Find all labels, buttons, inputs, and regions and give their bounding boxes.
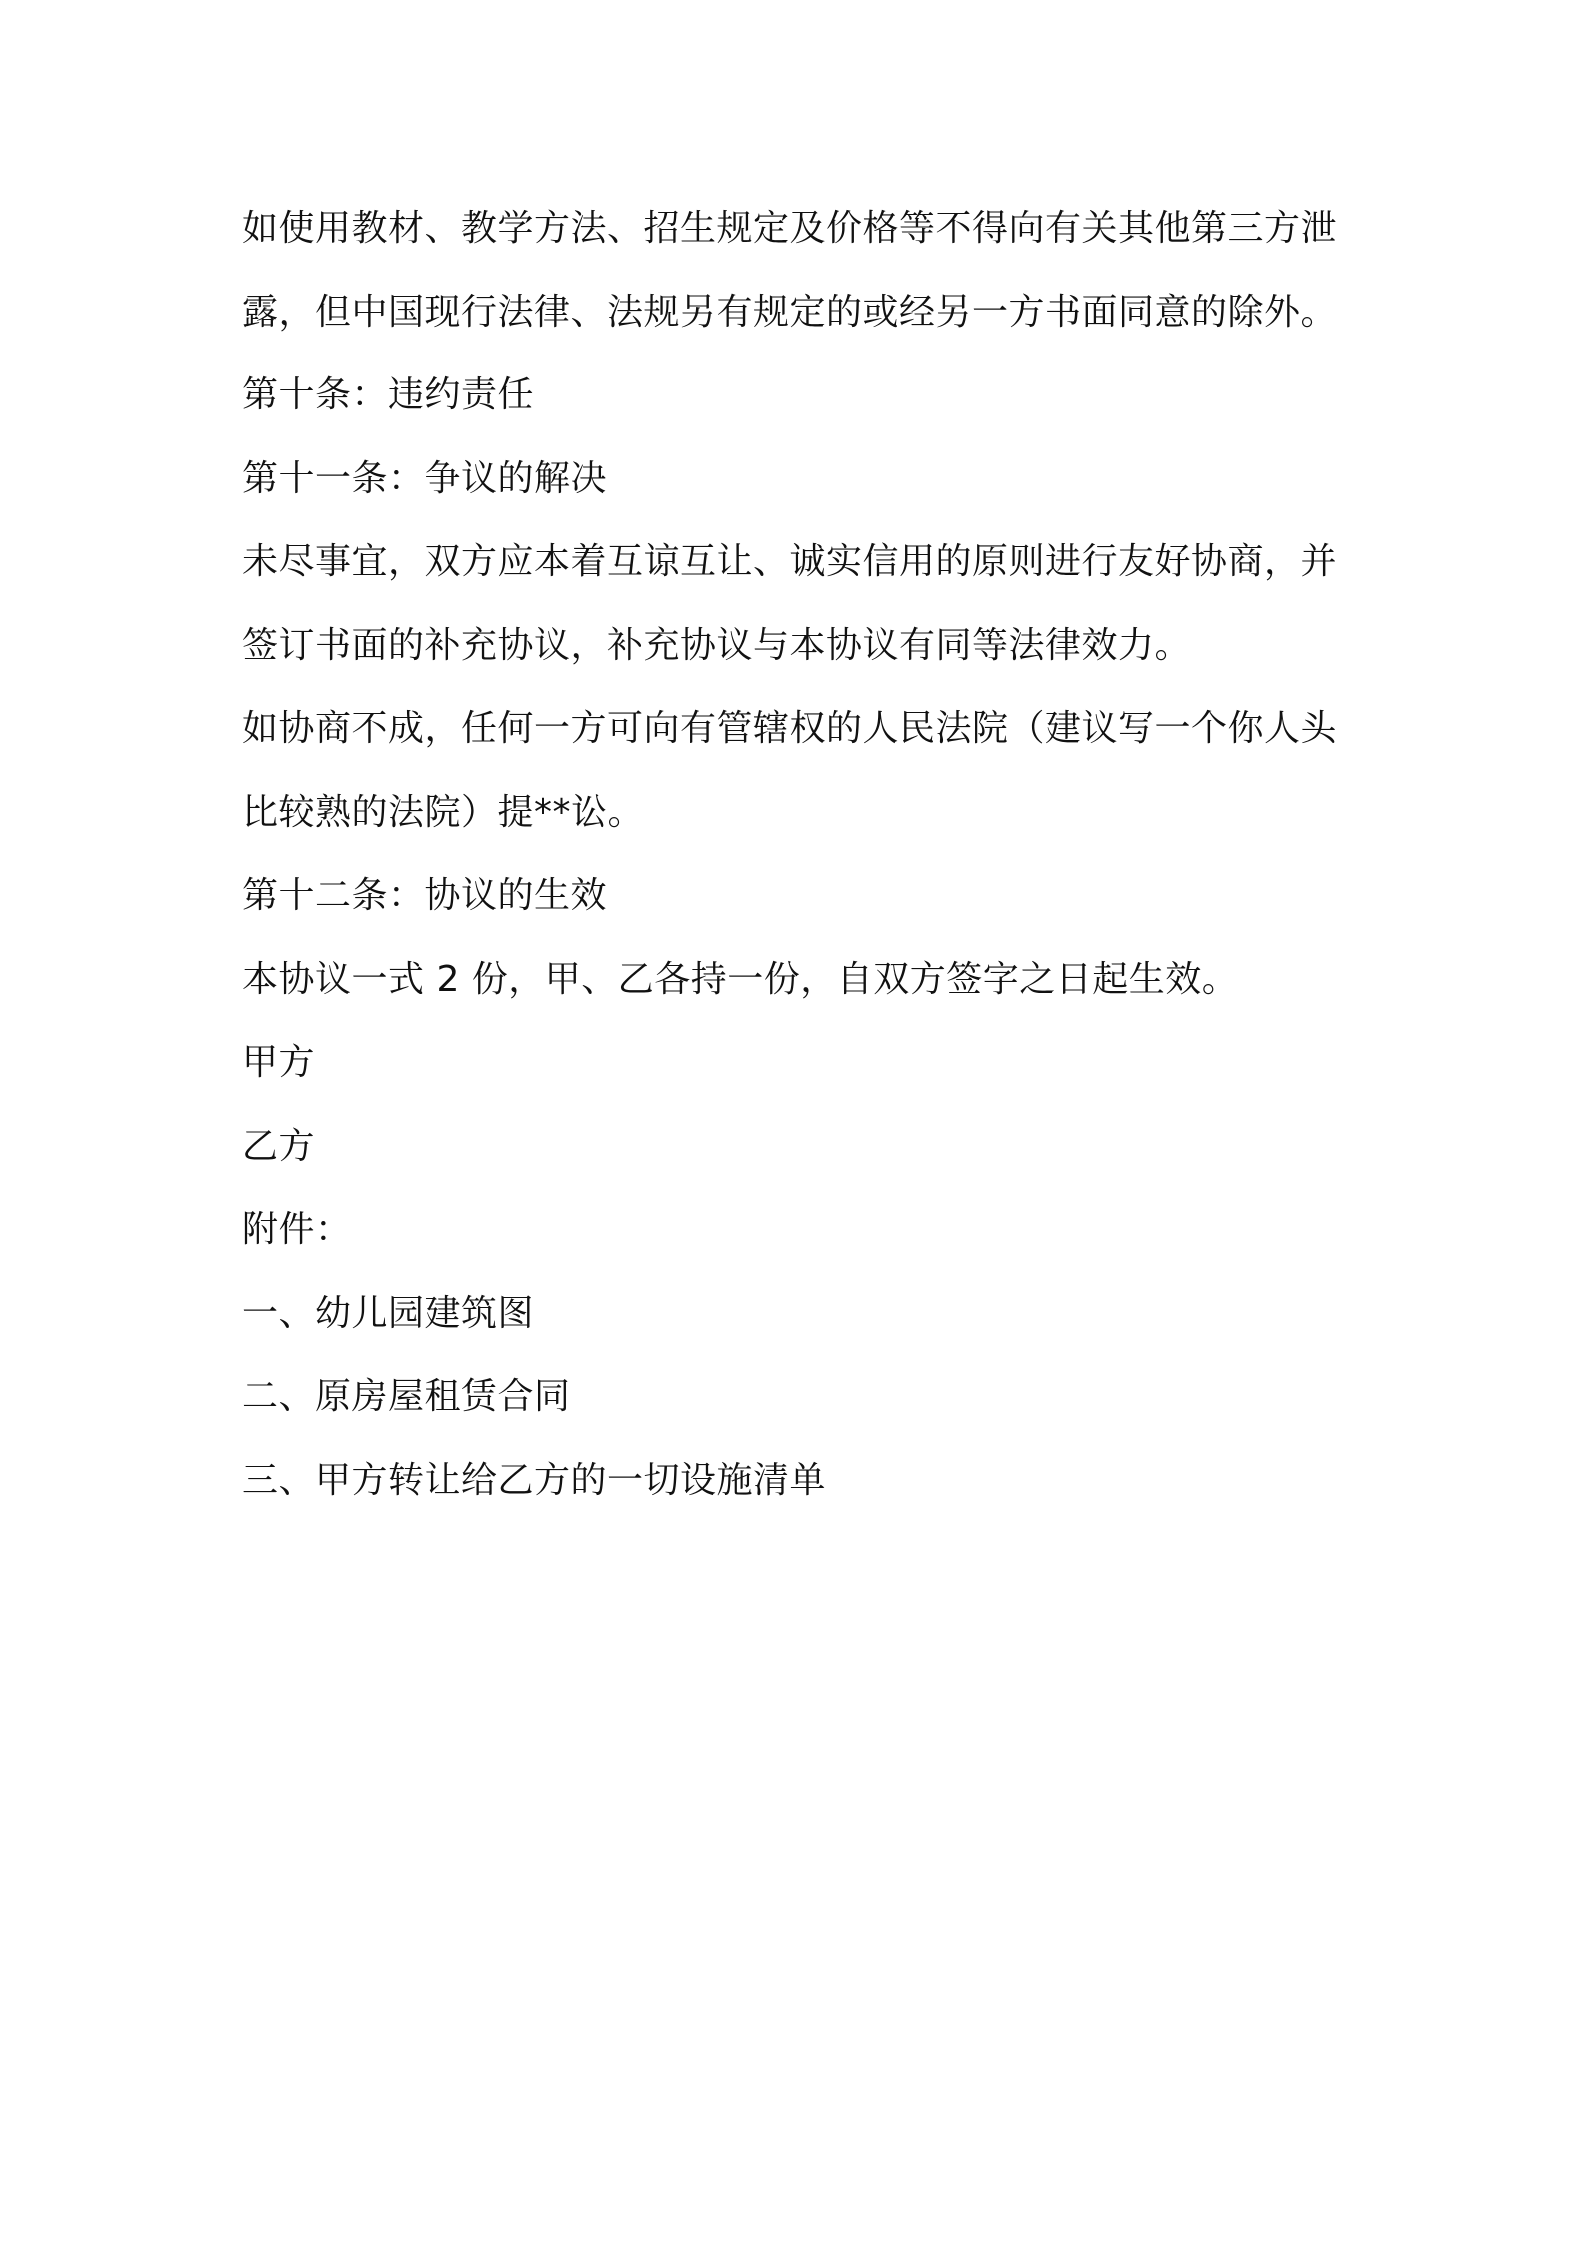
attachments-heading: 附件：: [242, 1209, 352, 1250]
litigation-paragraph-line-1: 如协商不成，任何一方可向有管辖权的人民法院（建议写一个你人头: [242, 708, 1338, 749]
article-12-heading: 第十二条：协议的生效: [242, 875, 608, 916]
negotiation-paragraph-line-1: 未尽事宜，双方应本着互谅互让、诚实信用的原则进行友好协商，并: [242, 541, 1338, 582]
party-b-label: 乙方: [242, 1126, 316, 1167]
attachment-item-3: 三、甲方转让给乙方的一切设施清单: [242, 1460, 827, 1501]
confidentiality-paragraph-line-2: 露，但中国现行法律、法规另有规定的或经另一方书面同意的除外。: [242, 292, 1338, 333]
negotiation-paragraph-line-2: 签订书面的补充协议，补充协议与本协议有同等法律效力。: [242, 625, 1192, 666]
article-10-heading: 第十条：违约责任: [242, 374, 535, 415]
litigation-paragraph-line-2: 比较熟的法院）提**讼。: [242, 792, 645, 833]
article-11-heading: 第十一条：争议的解决: [242, 458, 608, 499]
effectiveness-paragraph: 本协议一式 2 份，甲、乙各持一份，自双方签字之日起生效。: [242, 959, 1239, 1000]
party-a-label: 甲方: [242, 1042, 316, 1083]
attachment-item-1: 一、幼儿园建筑图: [242, 1293, 535, 1334]
attachment-item-2: 二、原房屋租赁合同: [242, 1376, 571, 1417]
confidentiality-paragraph-line-1: 如使用教材、教学方法、招生规定及价格等不得向有关其他第三方泄: [242, 208, 1338, 249]
